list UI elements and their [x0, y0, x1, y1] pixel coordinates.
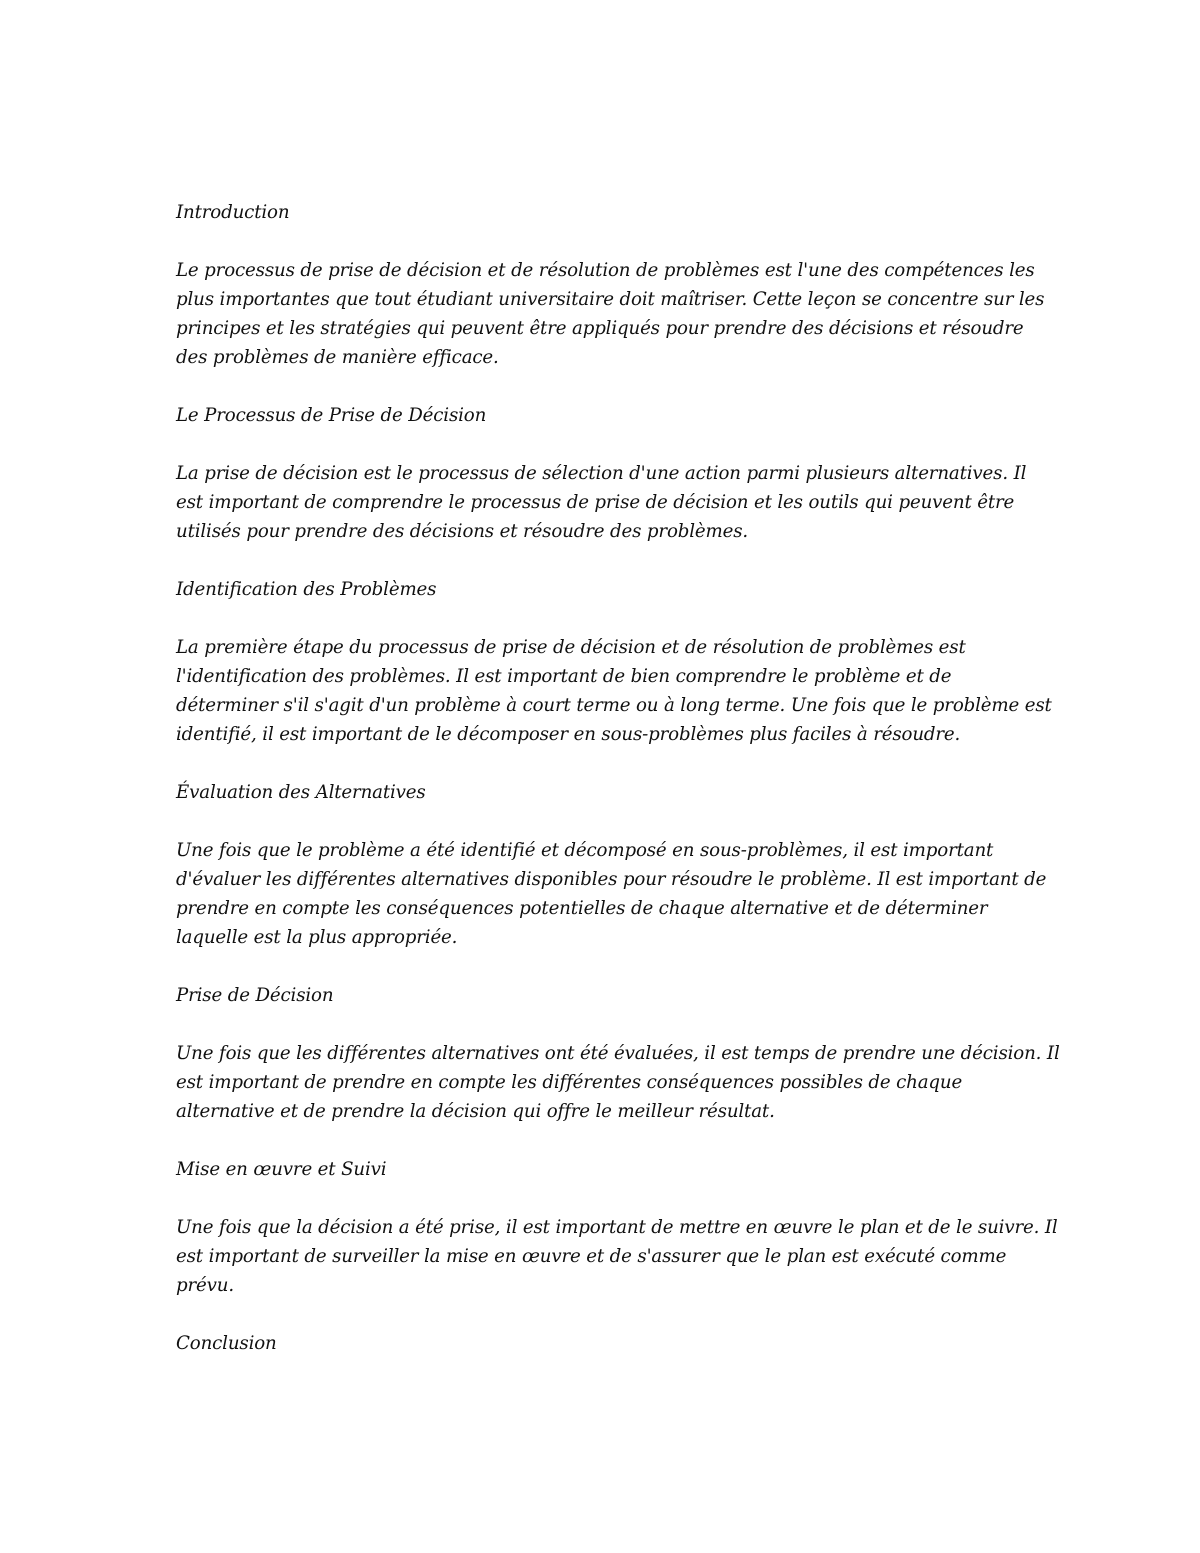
paragraph-line: principes et les stratégies qui peuvent être appliqués pour prendre des décisions et résoudre [176, 318, 1024, 339]
spacer [176, 430, 1036, 459]
spacer [176, 227, 1036, 256]
spacer [176, 546, 1036, 575]
spacer [176, 1184, 1036, 1213]
paragraph-line: est important de surveiller la mise en œuvre et de s'assurer que le plan est exécuté comme [176, 1246, 1007, 1267]
paragraph-line: Une fois que la décision a été prise, il est important de mettre en œuvre le plan et de le suivre. Il [176, 1217, 1058, 1238]
paragraph-line: l'identification des problèmes. Il est important de bien comprendre le problème et de [176, 666, 952, 687]
paragraph-line: prendre en compte les conséquences potentielles de chaque alternative et de déterminer [176, 898, 988, 919]
document-body [176, 198, 1060, 1358]
section-heading-processus: Le Processus de Prise de Décision [176, 405, 487, 426]
paragraph-line: identifié, il est important de le décomposer en sous-problèmes plus faciles à résoudre. [176, 724, 961, 745]
spacer [176, 952, 1036, 981]
spacer [176, 372, 1036, 401]
paragraph-line: Le processus de prise de décision et de résolution de problèmes est l'une des compétences les [176, 260, 1035, 281]
spacer [176, 604, 1036, 633]
section-heading-introduction: Introduction [176, 202, 290, 223]
spacer [176, 1126, 1036, 1155]
paragraph-line: Une fois que le problème a été identifié et décomposé en sous-problèmes, il est important [176, 840, 994, 861]
paragraph-line: déterminer s'il s'agit d'un problème à court terme ou à long terme. Une fois que le problème est [176, 695, 1052, 716]
spacer [176, 807, 1036, 836]
paragraph-line: utilisés pour prendre des décisions et résoudre des problèmes. [176, 521, 749, 542]
spacer [176, 1300, 1036, 1329]
paragraph-line: est important de prendre en compte les différentes conséquences possibles de chaque [176, 1072, 963, 1093]
section-heading-mise-en-oeuvre: Mise en œuvre et Suivi [176, 1159, 387, 1180]
paragraph-line: laquelle est la plus appropriée. [176, 927, 458, 948]
section-heading-identification: Identification des Problèmes [176, 579, 437, 600]
paragraph-line: prévu. [176, 1275, 234, 1296]
spacer [176, 1010, 1036, 1039]
spacer [176, 749, 1036, 778]
paragraph-line: plus importantes que tout étudiant universitaire doit maîtriser. Cette leçon se concentre sur les [176, 289, 1045, 310]
section-heading-evaluation: Évaluation des Alternatives [176, 782, 426, 803]
paragraph-line: d'évaluer les différentes alternatives disponibles pour résoudre le problème. Il est important de [176, 869, 1047, 890]
section-heading-prise-de-decision: Prise de Décision [176, 985, 334, 1006]
section-heading-conclusion: Conclusion [176, 1333, 277, 1354]
paragraph-line: Une fois que les différentes alternatives ont été évaluées, il est temps de prendre une décision. Il [176, 1043, 1060, 1064]
paragraph-line: La première étape du processus de prise de décision et de résolution de problèmes est [176, 637, 966, 658]
paragraph-line: des problèmes de manière efficace. [176, 347, 499, 368]
paragraph-line: est important de comprendre le processus de prise de décision et les outils qui peuvent être [176, 492, 1015, 513]
paragraph-line: alternative et de prendre la décision qui offre le meilleur résultat. [176, 1101, 775, 1122]
paragraph-line: La prise de décision est le processus de sélection d'une action parmi plusieurs alternatives. Il [176, 463, 1027, 484]
